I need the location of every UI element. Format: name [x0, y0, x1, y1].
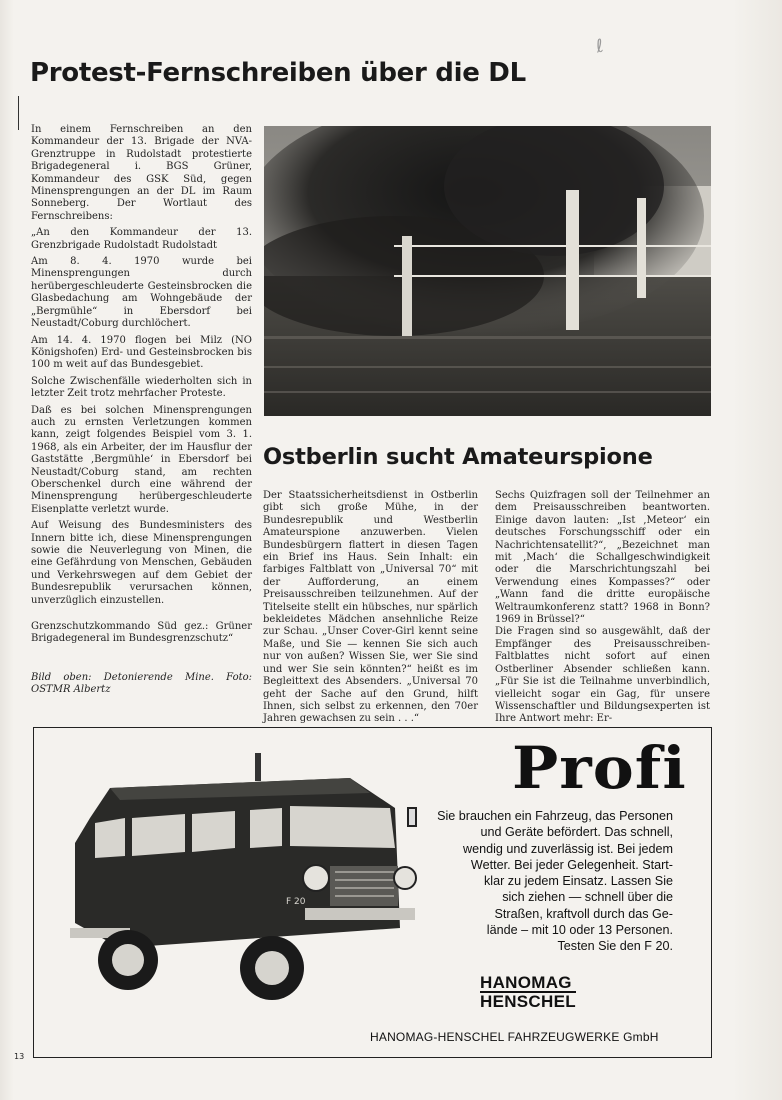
page-number: 13 [14, 1052, 25, 1061]
paragraph: Sechs Quizfragen soll der Teilnehmer an dem Preisausschreiben beantworten. Einige davon lauten: „Ist ‚Meteor‘ ein deutsches Forschungsschiff oder ein Nachrichtensatellit?“, „Bezeichnet man mit ‚Mach‘ die Schallgeschwindigkeit oder die Marschrichtungszahl bei Verwendung eines Kompasses?“ oder „Wann fand die dritte europäische Weltraumkonferenz statt? 1968 in Bonn? 1969 in Brüssel?“ [495, 490, 710, 626]
hanomag-advertisement [33, 727, 712, 1058]
ad-line: sich ziehen — schnell über die [502, 890, 673, 905]
ad-line: klar zu jedem Einsatz. Lassen Sie [484, 874, 673, 889]
ad-line: Straßen, kraftvoll durch das Ge- [494, 906, 673, 921]
paragraph: Am 14. 4. 1970 flogen bei Milz (NO Königshofen) Erd- und Gesteinsbrocken bis 100 m weit auf das Bundesgebiet. [31, 334, 252, 371]
article-spies-column-2 [495, 490, 710, 726]
mine-detonation-photo [264, 126, 711, 416]
signature: Grenzschutzkommando Süd gez.: Grüner Brigadegeneral im Bundesgrenzschutz“ [31, 621, 252, 645]
ad-body-text [403, 808, 673, 955]
paragraph: Die Fragen sind so ausgewählt, daß der Empfänger des Preisausschreiben-Faltblattes nicht sofort auf einen Ostberliner Absender schließen kann. „Für Sie ist die Teilnahme unverbindlich, vielleicht sogar ein Gag, für unsere Wissenschaftler und Bildungsexperten ist Ihre Antwort mehr: Er- [495, 626, 710, 725]
van-badge: F 20 [286, 897, 306, 907]
paragraph: Am 8. 4. 1970 wurde bei Minensprengungen durch herübergeschleuderte Gesteinsbrocken die Glasbedachung am Wohngebäude der „Bergmühle“ in Ebersdorf bei Neustadt/Coburg durchlöchert. [31, 256, 252, 330]
photo-illustration [264, 126, 711, 416]
scan-shadow [732, 0, 782, 1100]
ad-line: Testen Sie den F 20. [557, 939, 673, 954]
ad-line: und Geräte befördert. Das schnell, [480, 825, 673, 840]
article-protest-body [31, 124, 252, 701]
paragraph: In einem Fernschreiben an den Kommandeur der 13. Brigade der NVA-Grenztruppe in Rudolstadt protestierte Brigadegeneral i. BGS Grüner, Kommandeur des GSK Süd, gegen Minensprengungen an der DL im Raum Sonneberg. Der Wortlaut des Fernschreibens: [31, 124, 252, 222]
ad-line: Sie brauchen ein Fahrzeug, das Personen [437, 809, 673, 823]
paragraph: Daß es bei solchen Minensprengungen auch zu ernsten Verletzungen kommen kann, zeigt folgendes Beispiel vom 3. 1. 1968, als ein Arbeiter, der im Hausflur der Gaststätte ‚Bergmühle‘ in Ebersdorf bei Neustadt/Coburg stand, am rechten Oberschenkel durch eine während der Minensprengung herübergeschleuderte Eisenplatte verletzt wurde. [31, 404, 252, 515]
company-name: HANOMAG-HENSCHEL FAHRZEUGWERKE GmbH [370, 1030, 659, 1044]
paragraph: Der Staatssicherheitsdienst in Ostberlin gibt sich große Mühe, in der Bundesrepublik und Westberlin Amateurspione anzuwerben. Vielen Bundesbürgern flattert in diesen Tagen ein Brief ins Haus. Sein Inhalt: ein farbiges Faltblatt von „Universal 70“ mit der Aufforderung, an einem Preisausschreiben teilzunehmen. Auf der Titelseite stellt ein hübsches, nur spärlich bekleidetes Mädchen ansehnliche Reize zur Schau. „Unser Cover-Girl kennt seine Maße, und Sie — kennen Sie sich auch nur von außen? Wissen Sie, wer Sie sind und wer Sie sein könnten?“ heißt es im Begleittext des Absenders. „Universal 70 geht der Sache auf den Grund, hilft Ihnen, sich selbst zu erkennen, den 70er Jahren gewachsen zu sein . . .“ [263, 490, 478, 725]
ad-line: Wetter. Bei jeder Gelegenheit. Start- [470, 857, 673, 872]
page-edge [0, 0, 14, 1100]
article-spies-column-1 [263, 490, 478, 726]
paragraph: Solche Zwischenfälle wiederholten sich in letzter Zeit trotz mehrfacher Proteste. [31, 375, 252, 400]
logo-line: HENSCHEL [480, 992, 576, 1011]
article-headline: Protest-Fernschreiben über die DL [30, 58, 526, 88]
ad-line: lände – mit 10 oder 13 Personen. [486, 923, 673, 938]
margin-mark [18, 96, 19, 130]
logo-line: HANOMAG [480, 973, 572, 992]
van-illustration [50, 748, 430, 1023]
ad-line: wendig und zuverlässig ist. Bei jedem [462, 841, 673, 856]
paragraph: Auf Weisung des Bundesministers des Innern bitte ich, diese Minensprengungen sowie die Neuverlegung von Minen, die eine Gefährdung von Menschen, Gebäuden und Verkehrswegen auf dem Gebiet der Bundesrepublik verursachen können, unverzüglich einzustellen. [31, 520, 252, 606]
article-headline-spies: Ostberlin sucht Amateurspione [263, 444, 653, 470]
pencil-mark: ℓ [593, 35, 606, 58]
ad-brand: Profi [512, 734, 687, 802]
paragraph: „An den Kommandeur der 13. Grenzbrigade Rudolstadt Rudolstadt [31, 227, 252, 251]
photo-caption: Bild oben: Detonierende Mine. Foto: OSTMR Albertz [31, 671, 252, 696]
hanomag-henschel-logo [480, 974, 576, 1010]
